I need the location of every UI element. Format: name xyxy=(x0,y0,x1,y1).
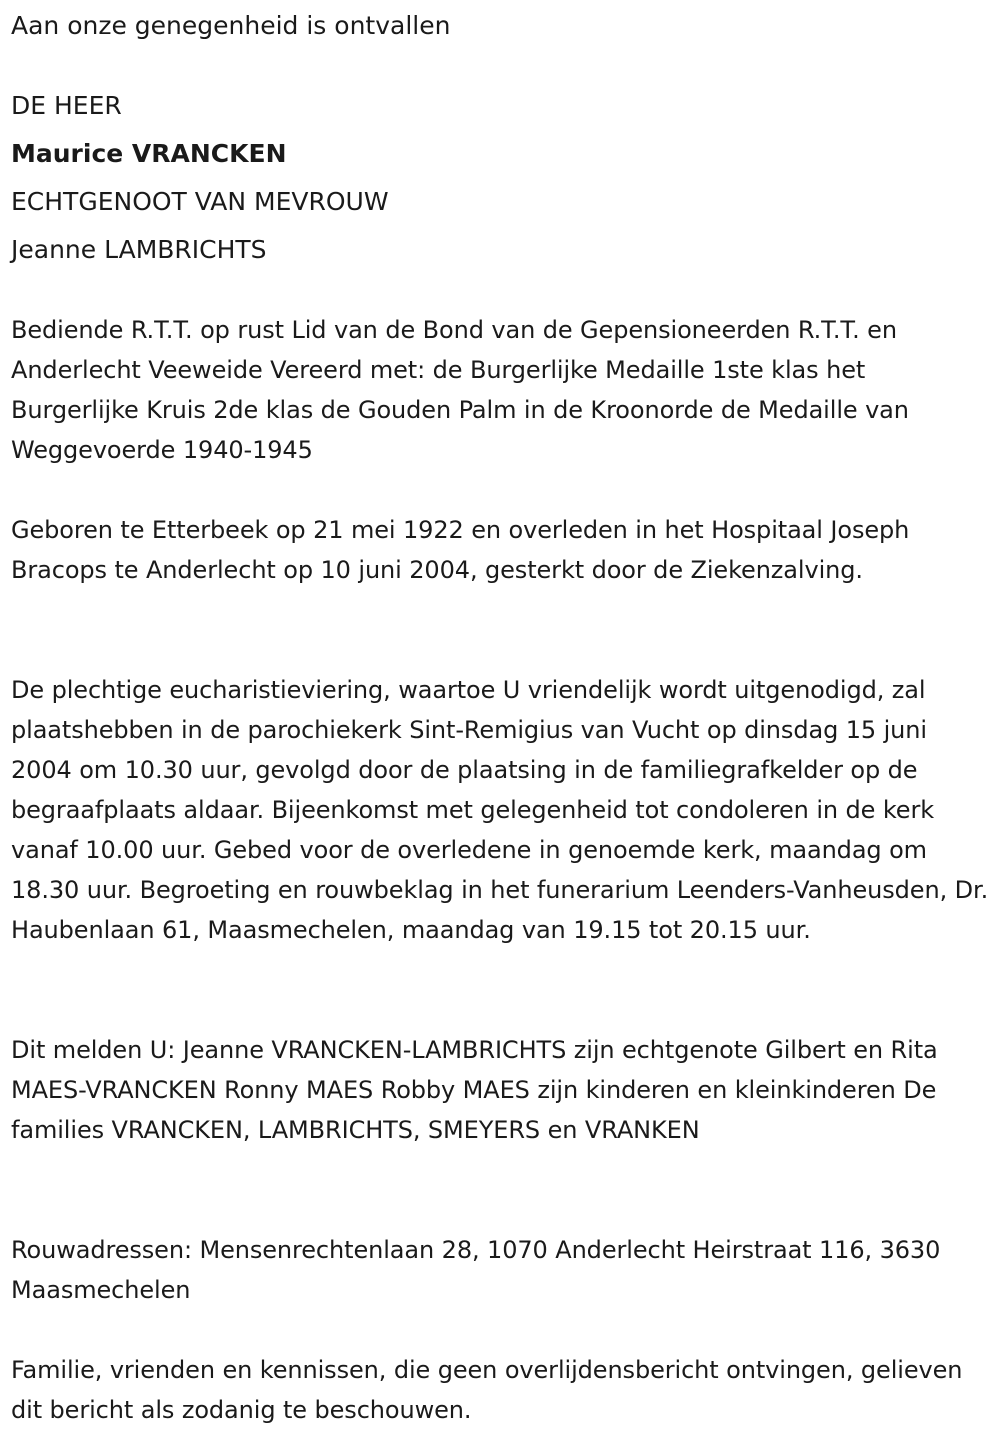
family-paragraph: Dit melden U: Jeanne VRANCKEN-LAMBRICHTS zijn echtgenote Gilbert en Rita MAES-VRANCKEN Ronny MAES Robby MAES zijn kinderen en kleinkinderen De families VRANCKEN, LAMBRICHTS, SMEYERS en VRANKEN xyxy=(11,1036,938,1144)
career-paragraph: Bediende R.T.T. op rust Lid van de Bond van de Gepensioneerden R.T.T. en Anderlecht Veeweide Vereerd met: de Burgerlijke Medaille 1ste klas het Burgerlijke Kruis 2de klas de Gouden Palm in de Kroonorde de Medaille van Weggevoerde 1940-1945 xyxy=(11,316,909,464)
closing-paragraph: Familie, vrienden en kennissen, die geen overlijdensbericht ontvingen, gelieven dit bericht als zodanig te beschouwen. xyxy=(11,1356,963,1424)
addresses-paragraph: Rouwadressen: Mensenrechtenlaan 28, 1070 Anderlecht Heirstraat 116, 3630 Maasmechelen xyxy=(11,1236,941,1304)
title-line: DE HEER xyxy=(11,91,122,120)
spouse-name: Jeanne LAMBRICHTS xyxy=(11,235,267,264)
intro-line: Aan onze genegenheid is ontvallen xyxy=(11,11,451,40)
ceremony-paragraph: De plechtige eucharistieviering, waartoe U vriendelijk wordt uitgenodigd, zal plaatshebben in de parochiekerk Sint-Remigius van Vucht op dinsdag 15 juni 2004 om 10.30 uur, gevolgd door de plaatsing in de familiegrafkelder op de begraafplaats aldaar. Bijeenkomst met gelegenheid tot condoleren in de kerk vanaf 10.00 uur. Gebed voor de overledene in genoemde kerk, maandag om 18.30 uur. Begroeting en rouwbeklag in het funerarium Leenders-Vanheusden, Dr. Haubenlaan 61, Maasmechelen, maandag van 19.15 tot 20.15 uur. xyxy=(11,676,989,944)
deceased-name: Maurice VRANCKEN xyxy=(11,139,287,168)
relation-line: ECHTGENOOT VAN MEVROUW xyxy=(11,187,389,216)
birth-death-paragraph: Geboren te Etterbeek op 21 mei 1922 en overleden in het Hospitaal Joseph Bracops te Anderlecht op 10 juni 2004, gesterkt door de Ziekenzalving. xyxy=(11,516,910,584)
